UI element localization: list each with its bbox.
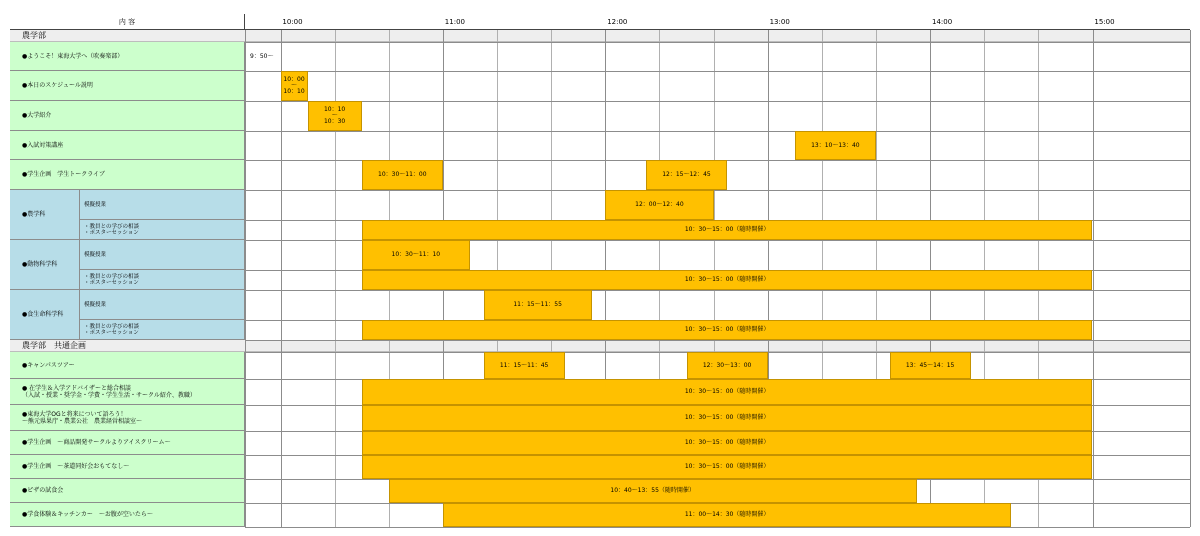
bar-talk-live-2-text: 12：15～12：45 <box>662 171 711 178</box>
bar-talk-live-1 <box>362 160 443 190</box>
bar-icecream <box>362 431 1093 455</box>
section-header-joint-label: 農学部 共通企画 <box>22 341 86 350</box>
bar-talk-live-1-text: 10：30～11：00 <box>378 171 427 178</box>
row-label-cafeteria-text: ●学食体験＆キッチンカー ～お腹が空いたら～ <box>22 511 153 518</box>
dept-agriculture-text: ●農学科 <box>22 211 46 218</box>
bar-advisor-consult <box>362 379 1093 405</box>
row-label-welcome <box>10 42 245 71</box>
row-label-tour <box>10 352 245 379</box>
row-label-advisor-text: ● 在学生＆入学アドバイザーと総合相談 （入試・授業・奨学金・学費・学生生活・サークル紹介、教職） <box>22 384 196 399</box>
row-label-schedule <box>10 71 245 101</box>
bar-agri-mock-lecture-text: 12：00～12：40 <box>635 201 684 208</box>
row-label-intro-text: ●大学紹介 <box>22 112 52 119</box>
bar-agri-mock-lecture <box>605 190 713 220</box>
hour-label-1500: 15:00 <box>1094 18 1115 26</box>
sub-mock-lecture-animal-text: 模擬授業 <box>84 251 107 258</box>
bar-bio-consult <box>362 320 1093 340</box>
bar-campus-tour-3-text: 13：45～14：15 <box>905 361 955 369</box>
hour-label-1000: 10:00 <box>282 18 303 26</box>
hour-label-1400: 14:00 <box>932 18 953 26</box>
bar-bio-consult-text: 10：30～15：00（随時開催） <box>684 326 770 333</box>
content-column-header <box>10 14 245 30</box>
bar-pizza-tasting-text: 10：40～13：55（随時開催） <box>610 487 695 494</box>
row-label-advisor <box>10 379 245 405</box>
row-label-talk-text: ●学生企画 学生トークライブ <box>22 171 105 178</box>
section-header-agriculture <box>10 30 1190 42</box>
sub-mock-lecture-bio <box>80 290 245 320</box>
bar-cafeteria-kitchen-car-text: 11：00～14：30（随時開催） <box>684 511 770 518</box>
grid-line-hour <box>1093 30 1094 527</box>
grid-row-line <box>245 290 1190 291</box>
bar-advisor-consult-text: 10：30～15：00（随時開催） <box>684 388 770 395</box>
bar-university-intro <box>308 101 362 131</box>
row-label-tour-text: ●キャンパスツアー <box>22 361 75 369</box>
row-label-welcome-text: ●ようこそ！東海大学へ（吹奏楽部） <box>22 52 124 60</box>
row-label-talk <box>10 160 245 190</box>
section-header-joint <box>10 340 1190 352</box>
row-label-exam <box>10 131 245 160</box>
bar-animal-consult-text: 10：30～15：00（随時開催） <box>684 276 770 283</box>
section-header-agriculture-label: 農学部 <box>22 31 46 40</box>
grid-row-line <box>245 190 1190 191</box>
bar-campus-tour-3 <box>890 352 971 379</box>
content-column-header-label: 内 容 <box>118 18 136 26</box>
bar-animal-mock-lecture <box>362 240 470 270</box>
bar-tea-ceremony <box>362 455 1093 479</box>
row-label-icecream <box>10 431 245 455</box>
sub-consult-bio <box>80 320 245 340</box>
bar-agri-consult <box>362 220 1093 240</box>
row-label-pizza <box>10 479 245 503</box>
row-label-og <box>10 405 245 431</box>
row-label-icecream-text: ●学生企画 ～商品開発サークルよりアイスクリーム～ <box>22 439 171 446</box>
sub-mock-lecture-animal <box>80 240 245 270</box>
row-label-tea-text: ●学生企画 ～茶道同好会おもてなし～ <box>22 463 130 470</box>
dept-animal-science <box>10 240 80 290</box>
row-label-exam-text: ●入試対策講座 <box>22 141 64 149</box>
hour-label-1100: 11:00 <box>444 18 465 26</box>
bar-og-talk-text: 10：30～15：00（随時開催） <box>684 414 770 421</box>
bar-tea-ceremony-text: 10：30～15：00（随時開催） <box>684 463 770 470</box>
row-label-schedule-text: ●本日のスケジュール説明 <box>22 82 93 89</box>
grid-line-left-edge <box>245 30 246 527</box>
bar-schedule-explanation <box>281 71 308 101</box>
hour-label-1300: 13:00 <box>769 18 790 26</box>
welcome-time-note <box>246 42 280 71</box>
row-label-og-text: ●東海大学OGと将来について語ろう！ ～熊元県果庁・農業公社 農業経営相談室～ <box>22 410 143 425</box>
grid-row-line <box>245 101 1190 102</box>
grid-line-hour <box>281 30 282 527</box>
dept-food-bioscience-text: ●食生命科学科 <box>22 311 64 318</box>
time-axis-header <box>245 14 1190 30</box>
grid-row-line <box>245 527 1190 528</box>
bar-pizza-tasting <box>389 479 917 503</box>
sub-consult-animal <box>80 270 245 290</box>
bar-university-intro-text: 10：10 ～ 10：30 <box>323 106 346 125</box>
sub-consult-agriculture-text: ・教員との学びの相談 ・ポスターセッション <box>84 223 140 236</box>
bar-bio-mock-lecture-text: 11：15～11：55 <box>513 301 562 308</box>
row-label-pizza-text: ●ピザの試食会 <box>22 487 64 494</box>
row-label-intro <box>10 101 245 131</box>
bar-campus-tour-1 <box>484 352 565 379</box>
dept-food-bioscience <box>10 290 80 340</box>
bar-schedule-explanation-text: 10：00～ 10：10 <box>283 76 305 95</box>
sub-mock-lecture-agriculture-text: 模擬授業 <box>84 201 107 208</box>
sub-consult-animal-text: ・教員との学びの相談 ・ポスターセッション <box>84 273 140 286</box>
sub-mock-lecture-bio-text: 模擬授業 <box>84 301 107 308</box>
grid-line-right-edge <box>1190 30 1191 527</box>
row-label-cafeteria <box>10 503 245 527</box>
grid-row-line <box>245 42 1190 43</box>
bar-cafeteria-kitchen-car <box>443 503 1011 527</box>
bar-og-talk <box>362 405 1093 431</box>
bar-icecream-text: 10：30～15：00（随時開催） <box>684 439 770 446</box>
bar-agri-consult-text: 10：30～15：00（随時開催） <box>684 226 770 233</box>
sub-consult-agriculture <box>80 220 245 240</box>
grid-row-line <box>245 131 1190 132</box>
hour-label-1200: 12:00 <box>607 18 628 26</box>
bar-entrance-exam-lecture-text: 13：10～13：40 <box>811 141 860 149</box>
welcome-time-note-text: 9：50～ <box>250 53 274 60</box>
sub-mock-lecture-agriculture <box>80 190 245 220</box>
bar-animal-consult <box>362 270 1093 290</box>
bar-campus-tour-2-text: 12：30～13：00 <box>702 361 752 369</box>
bar-campus-tour-1-text: 11：15～11：45 <box>499 361 549 369</box>
bar-entrance-exam-lecture <box>795 131 876 160</box>
grid-row-line <box>245 340 1190 341</box>
grid-row-line <box>245 71 1190 72</box>
bar-talk-live-2 <box>646 160 727 190</box>
dept-animal-science-text: ●動物科学科 <box>22 261 58 268</box>
dept-agriculture <box>10 190 80 240</box>
bar-bio-mock-lecture <box>484 290 592 320</box>
bar-campus-tour-2 <box>687 352 768 379</box>
bar-animal-mock-lecture-text: 10：30～11：10 <box>391 251 441 258</box>
sub-consult-bio-text: ・教員との学びの相談 ・ポスターセッション <box>84 323 140 336</box>
row-label-tea <box>10 455 245 479</box>
